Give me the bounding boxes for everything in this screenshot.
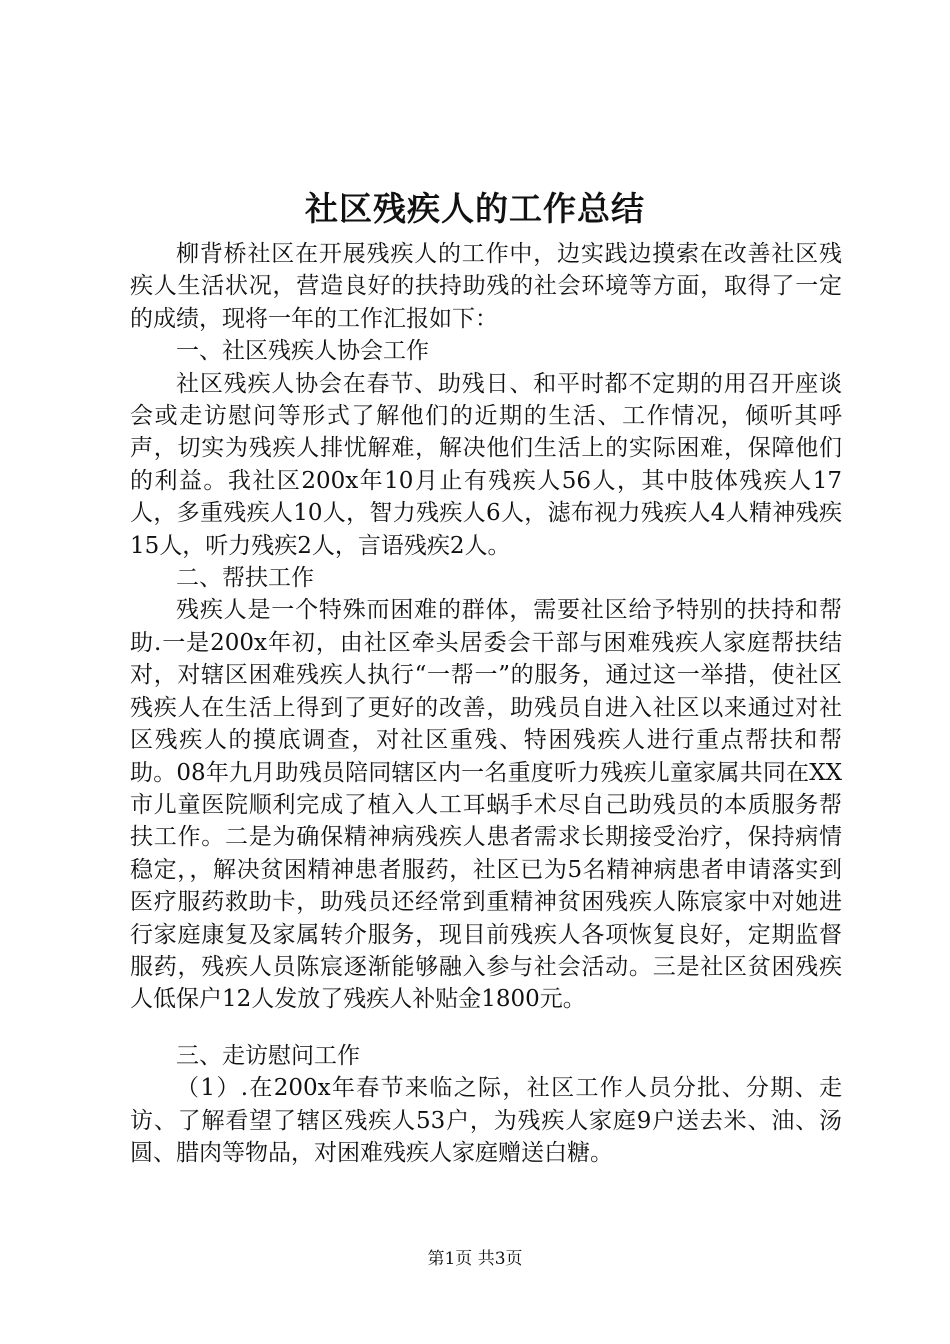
section-paragraph-3: （1）.在200x年春节来临之际，社区工作人员分批、分期、走访、了解看望了辖区残疾人53户，为残疾人家庭9户送去米、油、汤圆、腊肉等物品，对困难残疾人家庭赠送白糖。: [130, 1075, 842, 1166]
paragraph-spacer: [130, 1016, 842, 1040]
intro-paragraph: 柳背桥社区在开展残疾人的工作中，边实践边摸索在改善社区残疾人生活状况，营造良好的扶持助残的社会环境等方面，取得了一定的成绩，现将一年的工作汇报如下：: [130, 241, 842, 332]
section-heading-1: 一、社区残疾人协会工作: [176, 338, 429, 365]
section-paragraph-1: 社区残疾人协会在春节、助残日、和平时都不定期的用召开座谈会或走访慰问等形式了解他们的近期的生活、工作情况，倾听其呼声，切实为残疾人排忧解难，解决他们生活上的实际困难，保障他们的利益。我社区200x年10月止有残疾人56人，其中肢体残疾人17人，多重残疾人10人，智力残疾人6人，滤布视力残疾人4人精神残疾15人，听力残疾2人，言语残疾2人。: [130, 370, 842, 559]
section-paragraph-2: 残疾人是一个特殊而困难的群体，需要社区给予特别的扶持和帮助.一是200x年初，由社区牵头居委会干部与困难残疾人家庭帮扶结对，对辖区困难残疾人执行“一帮一”的服务，通过这一举措，使社区残疾人在生活上得到了更好的改善，助残员自进入社区以来通过对社区残疾人的摸底调查，对社区重残、特困残疾人进行重点帮扶和帮助。08年九月助残员陪同辖区内一名重度听力残疾儿童家属共同在XX市儿童医院顺利完成了植入人工耳蜗手术尽自己助残员的本质服务帮扶工作。二是为确保精神病残疾人患者需求长期接受治疗，保持病情稳定，，解决贫困精神患者服药，社区已为5名精神病患者申请落实到医疗服药救助卡，助残员还经常到重精神贫困残疾人陈宸家中对她进行家庭康复及家属转介服务，现目前残疾人各项恢复良好，定期监督服药，残疾人员陈宸逐渐能够融入参与社会活动。三是社区贫困残疾人低保户12人发放了残疾人补贴金1800元。: [130, 597, 842, 1013]
document-title: 社区残疾人的工作总结: [305, 189, 645, 228]
section-heading-2: 二、帮扶工作: [176, 565, 314, 592]
page-footer: 第1页 共3页: [427, 1249, 523, 1269]
section-heading-3: 三、走访慰问工作: [176, 1042, 360, 1069]
document-body: [130, 238, 842, 1169]
